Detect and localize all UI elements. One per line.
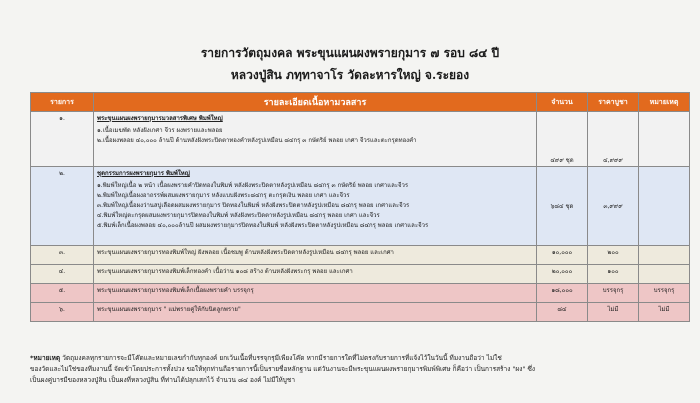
page-title: รายการวัตถุมงคล พระขุนแผนผงพรายกุมาร ๗ รอบ ๘๔ ปี: [200, 46, 500, 60]
row-desc: พระขุนแผนผงพรายกุมารทองพิมพ์เล็กเนื้อผงพรายคำ บรรจุกรุ: [94, 284, 537, 303]
row-desc: [94, 112, 537, 167]
row-price: ๒๐๐: [588, 246, 639, 265]
row-price: ๓,๙๙๙: [588, 167, 639, 246]
row-desc: พระขุนแผนผงพรายกุมารทองพิมพ์เล็กทองคำ เนื้อว่าน ๑๐๘ สร้าง ด้านหลังฝังพระกรุ พลอย และเกศา: [94, 265, 537, 284]
page-subtitle: หลวงปู่สิน ภทฺทาจาโร วัดละหารใหญ่ จ.ระยอง: [230, 68, 470, 82]
row-remark: [639, 265, 690, 284]
table-row: [31, 246, 690, 265]
row-no: ๖.: [31, 303, 94, 322]
row-desc: [94, 167, 537, 246]
row-line: ๕.พิมพ์เล็กเนื้อผงพลอย ๔๐,๐๐๐ล้านปี ผสมผงพรายกุมารปิดทองในพิมพ์ หลังฝังพระปิดตาหลังรูปเหมือน ๘๔กรุ พลอย เกศาและจีวร: [97, 222, 429, 229]
row-price: บรรจุกรุ: [588, 284, 639, 303]
row-price: ๔,๙๙๙: [588, 112, 639, 167]
row-remark: [639, 246, 690, 265]
header-no: รายการ: [31, 93, 94, 112]
header-price: ราคาบูชา: [588, 93, 639, 112]
footnote-text: วัตถุมงคลทุกรายการจะมีโค๊ดและหมายเลขกำกับทุกองค์ ยกเว้นเนื้อที่บรรจุกรุมีเพียงโค๊ด หากมีรายการใดที่ไม่ตรงกับรายการที่แจ้งไว้ในวันนี้ ทีมงานถือว่า ไม่ใช่: [60, 354, 502, 362]
row-line: ๑.พิมพ์ใหญ่เนื้อ ๒ หน้า เนื้อผงพรายคำปิดทองในพิมพ์ หลังฝังพระปิดตาหลังรูปเหมือน ๘๔กรุ ๓ กษัตริย์ พลอย เกศาและจีวร: [97, 182, 409, 189]
row-remark: ไม่มี: [639, 303, 690, 322]
header-amount: จำนวน: [537, 93, 588, 112]
row-title: ชุดกรรมการผงพรายกุมาร พิมพ์ใหญ่: [97, 170, 190, 177]
header-remark: หมายเหตุ: [639, 93, 690, 112]
row-no: ๕.: [31, 284, 94, 303]
footnote-line: เป็นผงคู่บารมีของหลวงปู่สิน เป็นผงที่หลวงปู่สิน ที่ท่านได้ปลุกเสกไว้ จำนวน ๘๔ องค์ ไม่มีให้บูชา: [30, 376, 295, 384]
row-price: ๑๐๐: [588, 265, 639, 284]
row-amount: ๑๘,๐๐๐: [537, 284, 588, 303]
row-amount: ๘๔: [537, 303, 588, 322]
table-row: [31, 303, 690, 322]
row-remark: [639, 112, 690, 167]
row-no: ๔.: [31, 265, 94, 284]
row-line: ๒.เนื้อผงพลอย ๔๐,๐๐๐ ล้านปี ด้านหลังฝังพระปิดตาทองคำหลังรูปเหมือน ๘๔กรุ ๓ กษัตริย์ พลอย เกศา จีวรและตะกรุดทองคำ: [97, 137, 417, 144]
row-no: ๓.: [31, 246, 94, 265]
items-table: [30, 92, 690, 322]
row-amount: ๒๐,๐๐๐: [537, 265, 588, 284]
row-no: ๒.: [31, 167, 94, 246]
row-title: พระขุนแผนผงพรายกุมารมวลสารพิเศษ พิมพ์ใหญ่: [97, 115, 223, 122]
row-amount: ๖๘๔ ชุด: [537, 167, 588, 246]
table-row: [31, 167, 690, 246]
row-no: ๑.: [31, 112, 94, 167]
row-line: ๒.พิมพ์ใหญ่เนื้อผงอาถรรพ์ผสมผงพรายกุมาร หลังแบบฝังพระ๘๔กรุ ตะกรุดเงิน พลอย เกศา และจีวร: [97, 192, 350, 199]
row-amount: ๔๙๙ ชุด: [537, 112, 588, 167]
row-remark: บรรจุกรุ: [639, 284, 690, 303]
footnote-line: [30, 353, 690, 364]
row-line: ๓.พิมพ์ใหญ่เนื้อผงว่านสบู่เลือดผสมผงพรายกุมาร ปิดทองในพิมพ์ หลังฝังพระปิดตาหลังรูปเหมือน ๘๔กรุ พลอย เกศาและจีวร: [97, 202, 410, 209]
row-desc: พระขุนแผนผงพรายกุมาร " แม่พรายคู่ให้กับนิตลูกพราย": [94, 303, 537, 322]
table-row: [31, 284, 690, 303]
table-row: [31, 265, 690, 284]
row-amount: ๑๐,๐๐๐: [537, 246, 588, 265]
header-desc: รายละเอียดเนื้อหามวลสาร: [94, 93, 537, 112]
row-desc: พระขุนแผนผงพรายกุมารทองพิมพ์ใหญ่ ฝังพลอย เนื้อชมพู ด้านหลังฝังพระปิดตาหลังรูปเหมือน ๘๔กรุ พลอย และเกศา: [94, 246, 537, 265]
row-line: ๔.พิมพ์ใหญ่ตะกรุดผสมผงพรายกุมารปิดทองในพิมพ์ หลังฝังพระปิดตาหลังรูปเหมือน ๘๔กรุ พลอย เกศา และจีวร: [97, 212, 380, 219]
table-row: [31, 112, 690, 167]
footnote-label: *หมายเหตุ: [30, 354, 61, 362]
row-price: ไม่มี: [588, 303, 639, 322]
table-header-row: [31, 93, 690, 112]
footnote: [30, 353, 690, 386]
footnote-line: ของวัดและไม่ใช่ของทีมงานนี้ จัดเข้าโดยประการทั้งปวง ขอให้ทุกท่านถือรายการนี้เป็นรายชื่อหลักฐาน แต่วันงานจะมีพระขุนแผนผงพรายกุมารพิมพ์พิเศษ ก็คือว่า เป็นการสร้าง "ผง" ซึ่ง: [30, 365, 536, 373]
row-remark: [639, 167, 690, 246]
row-line: ๑.เนื้อเมฆพัด หลังฝังเกศา จีวร ผงพรายและพลอย: [97, 127, 223, 134]
